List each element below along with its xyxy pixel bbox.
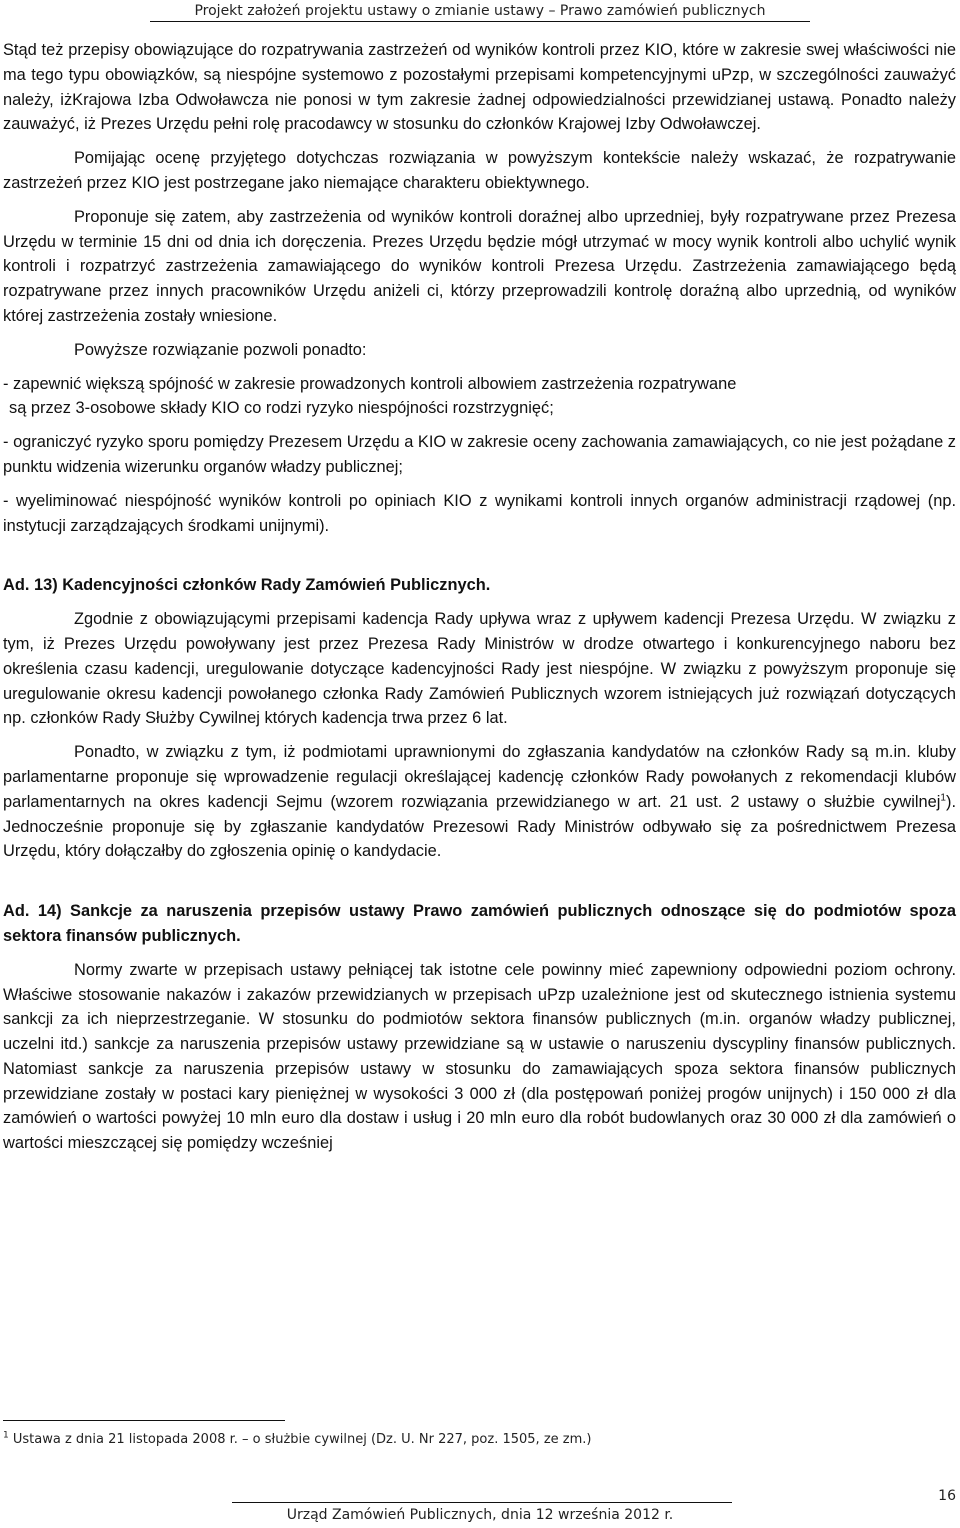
list-item-consistency-line1: - zapewnić większą spójność w zakresie prowadzonych kontroli albowiem zastrzeżenia rozpatrywane xyxy=(3,374,737,393)
paragraph-sanctions: Normy zwarte w przepisach ustawy pełniącej tak istotne cele powinny mieć zapewniony odpowiedni poziom ochrony. Właściwe stosowanie nakazów i zakazów przewidzianych w przepisach uPzp uzależnione jest od skutecznego istnienia systemu sankcji za ich nieprzestrzeganie. W stosunku do podmiotów sektora finansów publicznych (m.in. organów władzy publicznej, uczelni itd.) sankcje za naruszenia przepisów ustawy przewidziane są w ustawie o naruszeniu dyscypliny finansów publicznych. Natomiast sankcje za naruszenia przepisów ustawy w stosunku do zamawiających spoza sektora finansów publicznych przewidziane zostały w postaci kary pieniężnej w wysokości 3 000 zł (dla postępowań poniżej progów unijnych) i 150 000 zł dla zamówień o wartości powyżej 10 mln euro dla dostaw i usług i 20 mln euro dla robót budowlanych oraz 30 000 zł dla zamówień o wartości mieszczącej się pomiędzy wcześniej xyxy=(3,960,956,1153)
list-item-consistency xyxy=(3,372,956,422)
footnote-number: 1 xyxy=(3,1430,9,1441)
footnote-divider xyxy=(3,1420,285,1421)
page-header xyxy=(0,0,960,22)
list-item-dispute-risk: - ograniczyć ryzyko sporu pomiędzy Prezesem Urzędu a KIO w zakresie oceny zachowania zamawiających, co nie jest pożądane z punktu widzenia wizerunku organów władzy publicznej; xyxy=(3,433,956,476)
document-body xyxy=(3,38,956,1165)
list-item-consistency-line2: są przez 3-osobowe składy KIO co rodzi ryzyko niespójności rozstrzygnięć; xyxy=(9,399,554,418)
header-divider xyxy=(150,21,810,22)
paragraph-benefits-intro: Powyższe rozwiązanie pozwoli ponadto: xyxy=(74,340,367,359)
footnote xyxy=(3,1432,903,1447)
footer-text: Urząd Zamówień Publicznych, dnia 12 września 2012 r. xyxy=(286,1507,674,1523)
paragraph-council-nomination-part1: Ponadto, w związku z tym, iż podmiotami uprawnionymi do zgłaszania kandydatów na członków Rady są m.in. kluby parlamentarne proponuje się wprowadzenie regulacji określającej kadencję członków Rady powołanych z rekomendacji klubów parlamentarnych na okres kadencji Sejmu (wzorem rozwiązania przewidzianego w art. 21 ust. 2 ustawy o służbie cywilnej xyxy=(3,743,956,811)
paragraph-assessment: Pomijając ocenę przyjętego dotychczas rozwiązania w powyższym kontekście należy wskazać, że rozpatrywanie zastrzeżeń przez KIO jest postrzegane jako niemające charakteru obiektywnego. xyxy=(3,149,956,192)
paragraph-proposal: Proponuje się zatem, aby zastrzeżenia od wyników kontroli doraźnej albo uprzedniej, były rozpatrywane przez Prezesa Urzędu w terminie 15 dni od dnia ich doręczenia. Prezes Urzędu będzie mógł utrzymać w mocy wynik kontroli albo uchylić wynik kontroli i rozpatrzyć zastrzeżenia zamawiającego do wyników kontroli Prezesa Urzędu. Zastrzeżenia zamawiającego będą rozpatrywane przez innych pracowników Urzędu aniżeli ci, którzy przeprowadzili kontrolę doraźną albo uprzednią, od wyników której zastrzeżenia zostały wniesione. xyxy=(3,207,956,325)
paragraph-kio-inconsistency: Stąd też przepisy obowiązujące do rozpatrywania zastrzeżeń od wyników kontroli przez KIO, które w zakresie swej właściwości nie ma tego typu obowiązków, są niespójne systemowo z pozostałymi przepisami kompetencyjnymi uPzp, w szczególności zauważyć należy, iżKrajowa Izba Odwoławcza nie ponosi w tym zakresie żadnej odpowiedzialności przewidzianej ustawą. Ponadto należy zauważyć, iż Prezes Urzędu pełni rolę pracodawcy w stosunku do członków Krajowej Izby Odwoławczej. xyxy=(3,41,956,134)
page-number: 16 xyxy=(938,1488,956,1504)
paragraph-council-nomination xyxy=(3,740,956,864)
header-title: Projekt założeń projektu ustawy o zmianie ustawy – Prawo zamówień publicznych xyxy=(194,3,766,19)
spacer xyxy=(3,873,956,899)
section-heading-13: Ad. 13) Kadencyjności członków Rady Zamówień Publicznych. xyxy=(3,576,491,595)
paragraph-council-term: Zgodnie z obowiązującymi przepisami kadencja Rady upływa wraz z upływem kadencji Prezesa Urzędu. W związku z tym, iż Prezes Urzędu powoływany jest przez Prezesa Rady Ministrów w drodze otwartego i konkurencyjnego naboru bez określenia czasu kadencji, uregulowanie dotyczące kadencyjności Rady jest niespójne. W związku z powyższym proponuje się uregulowanie okresu kadencji powołanego członka Rady Zamówień Publicznych wzorem istniejących już rozwiązań dotyczących np. członków Rady Służby Cywilnej których kadencja trwa przez 6 lat. xyxy=(3,610,956,728)
footnote-text: Ustawa z dnia 21 listopada 2008 r. – o służbie cywilnej (Dz. U. Nr 227, poz. 1505, ze zm.) xyxy=(8,1432,592,1447)
list-item-eliminate-inconsistency: - wyeliminować niespójność wyników kontroli po opiniach KIO z wynikami kontroli innych organów administracji rządowej (np. instytucji zarządzających środkami unijnymi). xyxy=(3,491,956,535)
paragraph-council-nomination-part2: ). Jednocześnie proponuje się by zgłaszanie kandydatów Prezesowi Rady Ministrów odbywało się za pośrednictwem Prezesa Urzędu, który dołączałby do zgłoszenia opinię o kandydacie. xyxy=(3,792,956,861)
spacer xyxy=(3,547,956,573)
section-heading-14: Ad. 14) Sankcje za naruszenia przepisów ustawy Prawo zamówień publicznych odnoszące się do podmiotów spoza sektora finansów publicznych. xyxy=(3,902,956,945)
footnote-reference[interactable]: 1 xyxy=(940,792,946,804)
footer-divider xyxy=(232,1502,732,1503)
